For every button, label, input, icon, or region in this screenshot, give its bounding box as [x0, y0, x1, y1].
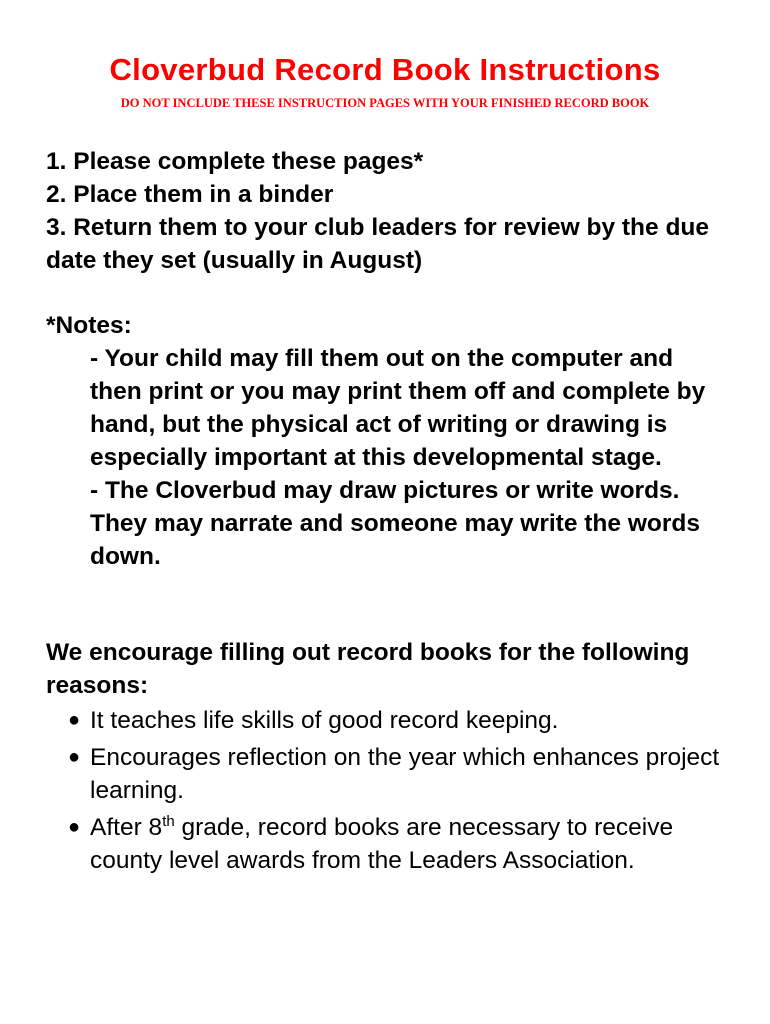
steps-list	[46, 145, 736, 277]
bullet-dot-icon: ●	[68, 816, 81, 838]
reasons-list	[68, 704, 728, 881]
reason-item-3	[68, 811, 728, 877]
reason-item-1	[68, 704, 728, 737]
step-item-2: 2. Place them in a binder	[46, 181, 334, 208]
reason-text-1: It teaches life skills of good record keeping.	[90, 707, 559, 734]
bullet-dot-icon: ●	[68, 746, 81, 768]
step-item-3: 3. Return them to your club leaders for review by the due date they set (usually in August)	[46, 214, 710, 274]
ordinal-suffix: th	[162, 813, 175, 830]
notes-list	[90, 342, 730, 573]
note-item-1: - Your child may fill them out on the computer and then print or you may print them off and complete by hand, but the physical act of writing or drawing is especially important at this developmental stage.	[90, 345, 706, 471]
page-subtitle-warning: DO NOT INCLUDE THESE INSTRUCTION PAGES WITH YOUR FINISHED RECORD BOOK	[120, 96, 650, 110]
reason-text-3-before: After 8	[90, 814, 163, 841]
notes-heading: *Notes:	[46, 312, 132, 339]
reason-text-2: Encourages reflection on the year which enhances project learning.	[90, 744, 720, 804]
note-item-2: - The Cloverbud may draw pictures or write words. They may narrate and someone may write the words down.	[90, 477, 700, 570]
encourage-heading: We encourage filling out record books for the following reasons:	[46, 639, 690, 699]
reason-text-3-after: grade, record books are necessary to receive county level awards from the Leaders Association.	[90, 814, 674, 874]
step-item-1: 1. Please complete these pages*	[46, 148, 424, 175]
bullet-dot-icon: ●	[68, 709, 81, 731]
page-title: Cloverbud Record Book Instructions	[109, 52, 661, 87]
reason-item-2	[68, 741, 728, 807]
